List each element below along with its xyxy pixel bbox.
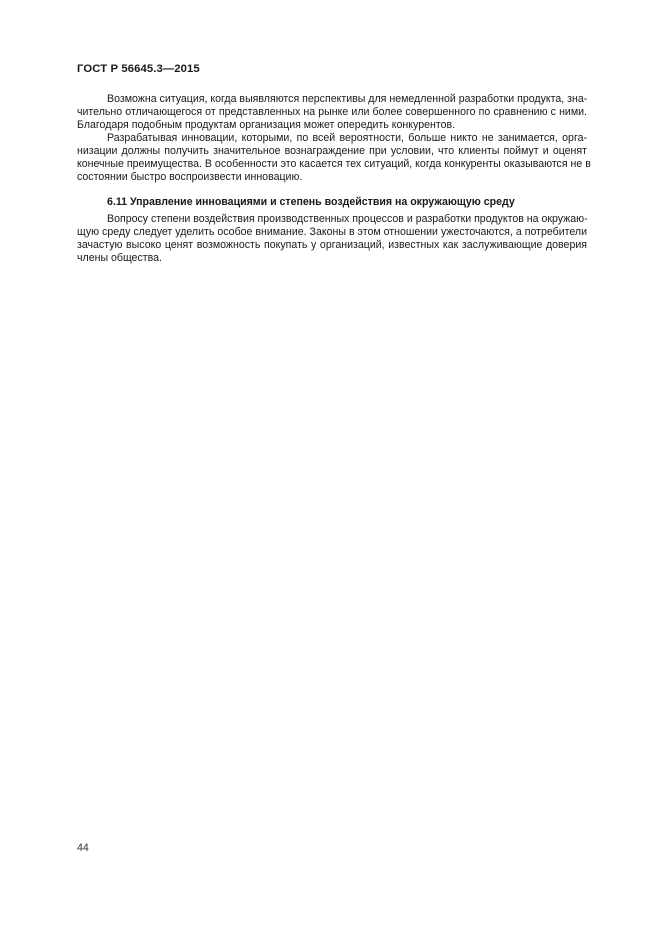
paragraph-line: состоянии быстро воспроизвести инновацию. — [77, 171, 303, 183]
paragraph-line: члены общества. — [77, 252, 162, 264]
paragraph-line: щую среду следует уделить особое внимание. Законы в этом отношении ужесточаются, а потребители — [77, 226, 587, 238]
section-6-11-text — [77, 213, 587, 265]
paragraph-line: чительно отличающегося от представленных на рынке или более совершенного по сравнению с ними. — [77, 106, 587, 118]
standard-id-header: ГОСТ Р 56645.3—2015 — [77, 63, 200, 75]
paragraph-line: Вопросу степени воздействия производственных процессов и разработки продуктов на окружаю- — [107, 213, 588, 225]
paragraph-line: зачастую высоко ценят возможность покупать у организаций, известных как заслуживающие доверия — [77, 239, 587, 251]
page-number: 44 — [77, 842, 89, 854]
paragraph-line: конечные преимущества. В особенности это касается тех ситуаций, когда конкуренты оказываются не в — [77, 158, 591, 170]
paragraph-line: Благодаря подобным продуктам организация может опередить конкурентов. — [77, 119, 456, 131]
paragraph-line: низации должны получить значительное вознаграждение при условии, что клиенты поймут и оценят — [77, 145, 587, 157]
section-heading: 6.11 Управление инновациями и степень воздействия на окружающую среду — [107, 196, 515, 208]
paragraph-line: Возможна ситуация, когда выявляются перспективы для немедленной разработки продукта, зна- — [107, 93, 588, 105]
paragraph-line: Разрабатывая инновации, которыми, по всей вероятности, больше никто не занимается, орга- — [107, 132, 587, 144]
intro-text — [77, 93, 591, 184]
